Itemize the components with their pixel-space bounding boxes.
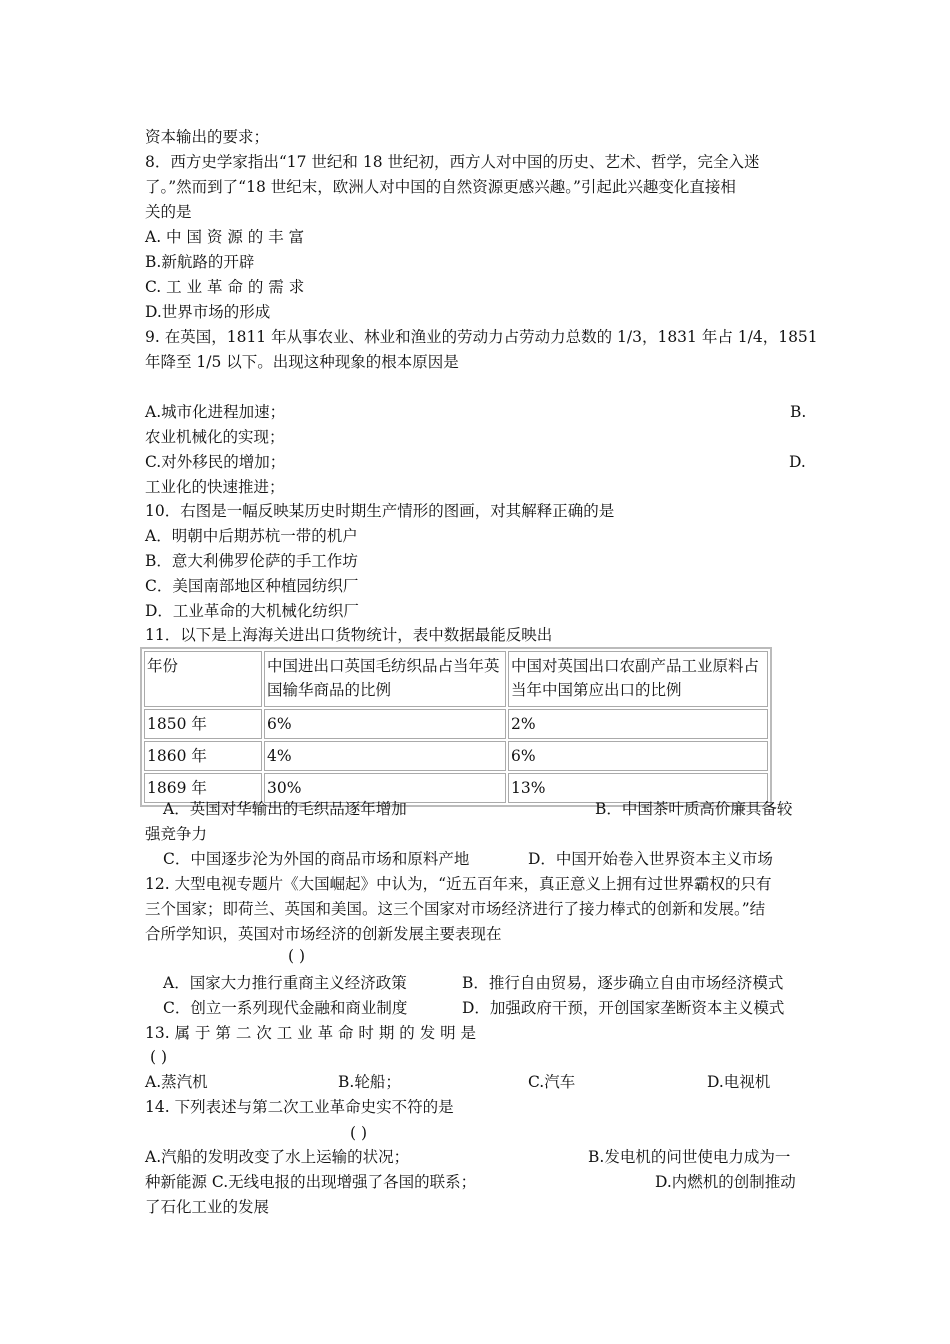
question-10-option-d: D．工业革命的大机械化纺织厂 bbox=[145, 602, 359, 620]
text-line: 资本输出的要求； bbox=[145, 128, 270, 146]
answer-paren: ( ) bbox=[288, 947, 306, 965]
question-14-option-d-cont: 了石化工业的发展 bbox=[145, 1198, 270, 1216]
question-11-stem: 11．以下是上海海关进出口货物统计，表中数据最能反映出 bbox=[145, 626, 553, 644]
table-cell: 4% bbox=[264, 741, 506, 771]
question-13-option-a: A.蒸汽机 bbox=[145, 1073, 208, 1091]
table-header-cell: 中国对英国出口农副产品工业原料占当年中国第应出口的比例 bbox=[508, 651, 768, 707]
question-10-stem: 10．右图是一幅反映某历史时期生产情形的图画，对其解释正确的是 bbox=[145, 502, 615, 520]
question-10-option-b: B．意大利佛罗伦萨的手工作坊 bbox=[145, 552, 358, 570]
question-11-option-a: A．英国对华输出的毛织品逐年增加 bbox=[163, 800, 407, 818]
table-cell: 13% bbox=[508, 773, 768, 803]
question-12-option-a: A．国家大力推行重商主义经济政策 bbox=[163, 974, 407, 992]
question-10-option-a: A．明朝中后期苏杭一带的机户 bbox=[145, 527, 358, 545]
question-14-stem: 14. 下列表述与第二次工业革命史实不符的是 bbox=[145, 1098, 454, 1116]
question-14-option-b: B.发电机的问世使电力成为一 bbox=[588, 1148, 791, 1166]
question-9-option-d: 工业化的快速推进； bbox=[145, 478, 285, 496]
question-8-stem: 关的是 bbox=[145, 203, 192, 221]
question-13-option-d: D.电视机 bbox=[707, 1073, 771, 1091]
question-12-option-d: D．加强政府干预，开创国家垄断资本主义模式 bbox=[462, 999, 785, 1017]
question-8-stem: 8．西方史学家指出“17 世纪和 18 世纪初，西方人对中国的历史、艺术、哲学，完全入迷 bbox=[145, 153, 760, 171]
answer-paren: ( ) bbox=[150, 1048, 168, 1066]
table-cell: 2% bbox=[508, 709, 768, 739]
table-cell: 6% bbox=[264, 709, 506, 739]
table-cell: 6% bbox=[508, 741, 768, 771]
question-9-option-c: C.对外移民的增加； bbox=[145, 453, 286, 471]
question-8-option-a: A. 中 国 资 源 的 丰 富 bbox=[145, 228, 305, 246]
question-11-option-b-cont: 强竞争力 bbox=[145, 825, 208, 843]
question-8-stem: 了。”然而到了“18 世纪末，欧洲人对中国的自然资源更感兴趣。”引起此兴趣变化直接相 bbox=[145, 178, 736, 196]
table-row bbox=[144, 709, 768, 739]
question-14-option-d: D.内燃机的创制推动 bbox=[655, 1173, 796, 1191]
table-row bbox=[144, 741, 768, 771]
question-12-stem: 12. 大型电视专题片《大国崛起》中认为，“近五百年来，真正意义上拥有过世界霸权的只有 bbox=[145, 875, 772, 893]
question-11-option-c: C．中国逐步沦为外国的商品市场和原料产地 bbox=[163, 850, 470, 868]
question-13-option-b: B.轮船； bbox=[338, 1073, 401, 1091]
question-10-option-c: C．美国南部地区种植园纺织厂 bbox=[145, 577, 359, 595]
table-cell: 1869 年 bbox=[144, 773, 262, 803]
question-9-option-a: A.城市化进程加速； bbox=[145, 403, 286, 421]
question-9-option-b: 农业机械化的实现； bbox=[145, 428, 285, 446]
question-12-option-c: C．创立一系列现代金融和商业制度 bbox=[163, 999, 408, 1017]
question-12-option-b: B．推行自由贸易，逐步确立自由市场经济模式 bbox=[462, 974, 784, 992]
question-12-stem: 合所学知识，英国对市场经济的创新发展主要表现在 bbox=[145, 925, 502, 943]
question-11-option-d: D．中国开始卷入世界资本主义市场 bbox=[528, 850, 773, 868]
table-header-cell: 中国进出口英国毛纺织品占当年英国输华商品的比例 bbox=[264, 651, 506, 707]
table-header-cell: 年份 bbox=[144, 651, 262, 707]
question-12-stem: 三个国家；即荷兰、英国和美国。这三个国家对市场经济进行了接力棒式的创新和发展。”结 bbox=[145, 900, 766, 918]
table-cell: 1860 年 bbox=[144, 741, 262, 771]
question-13-option-c: C.汽车 bbox=[528, 1073, 576, 1091]
question-8-option-b: B.新航路的开辟 bbox=[145, 253, 255, 271]
question-14-option-c: 种新能源 C.无线电报的出现增强了各国的联系； bbox=[145, 1173, 477, 1191]
question-13-stem: 13. 属 于 第 二 次 工 业 革 命 时 期 的 发 明 是 bbox=[145, 1024, 477, 1042]
customs-statistics-table bbox=[140, 647, 772, 807]
table-cell: 1850 年 bbox=[144, 709, 262, 739]
question-8-option-c: C. 工 业 革 命 的 需 求 bbox=[145, 278, 305, 296]
question-8-option-d: D.世界市场的形成 bbox=[145, 303, 271, 321]
table-cell: 30% bbox=[264, 773, 506, 803]
question-9-stem: 9. 在英国，1811 年从事农业、林业和渔业的劳动力占劳动力总数的 1/3，1831 年占 1/4，1851 bbox=[145, 328, 818, 346]
question-11-option-b: B．中国茶叶质高价廉具备较 bbox=[595, 800, 793, 818]
question-9-option-b-label: B. bbox=[790, 403, 807, 421]
question-9-option-d-label: D. bbox=[789, 453, 806, 471]
table-header-row bbox=[144, 651, 768, 707]
question-9-stem: 年降至 1/5 以下。出现这种现象的根本原因是 bbox=[145, 353, 459, 371]
question-14-option-a: A.汽船的发明改变了水上运输的状况； bbox=[145, 1148, 410, 1166]
answer-paren: ( ) bbox=[350, 1124, 368, 1142]
